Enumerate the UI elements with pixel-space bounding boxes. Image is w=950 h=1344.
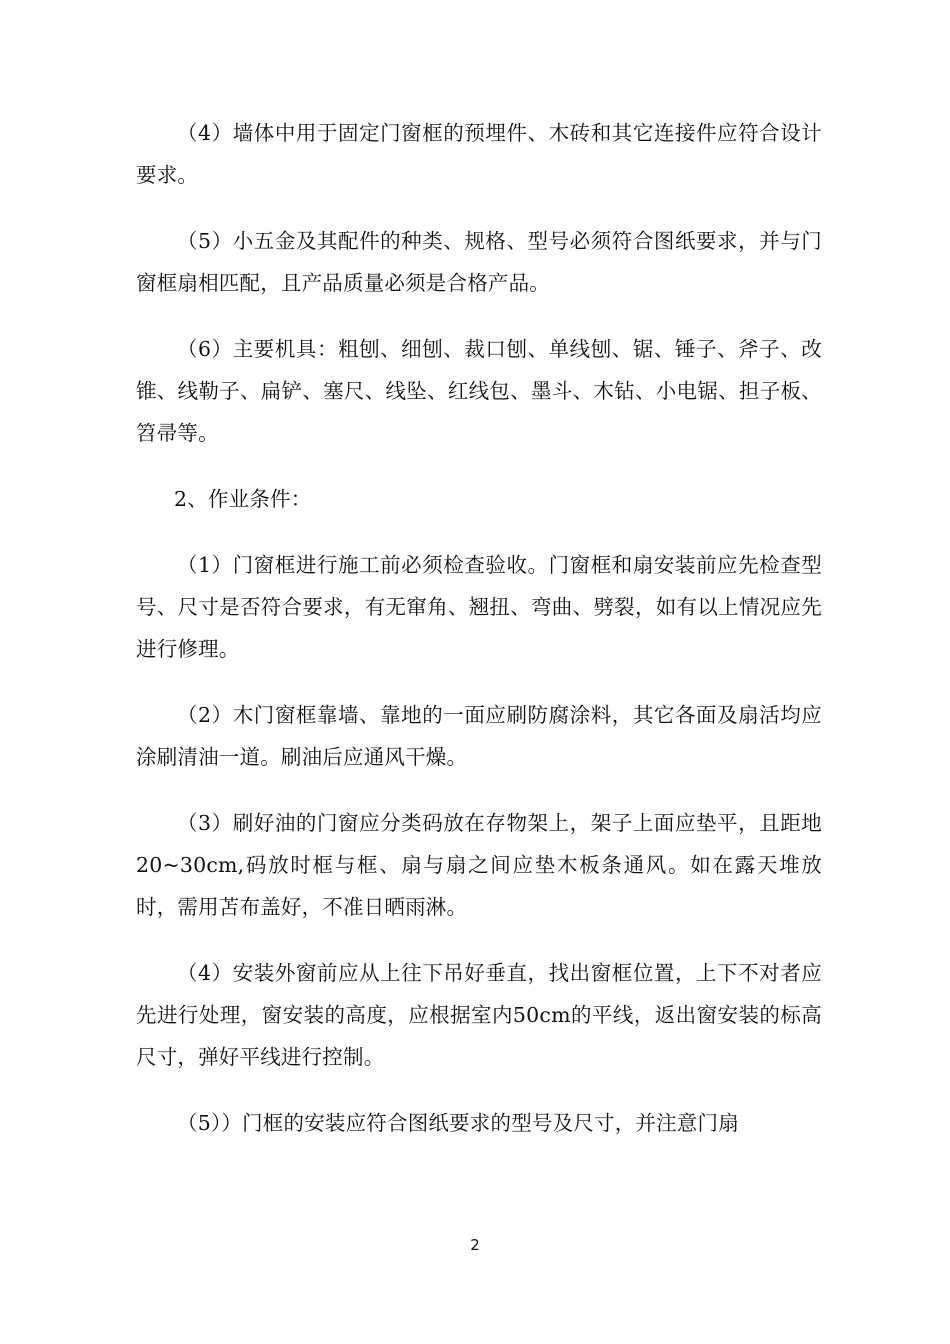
paragraph-inspection: （1）门窗框进行施工前必须检查验收。门窗框和扇安装前应先检查型号、尺寸是否符合要求，有无窜角、翘扭、弯曲、劈裂，如有以上情况应先进行修理。 — [136, 553, 822, 661]
paragraph-window-installation: （4）安装外窗前应从上往下吊好垂直，找出窗框位置，上下不对者应先进行处理，窗安装的高度，应根据室内50cm的平线，返出窗安装的标高尺寸，弹好平线进行控制。 — [136, 961, 822, 1069]
section-heading-work-conditions: 2、作业条件： — [174, 487, 312, 511]
page-number: 2 — [470, 1236, 480, 1254]
paragraph-anticorrosion: （2）木门窗框靠墙、靠地的一面应刷防腐涂料，其它各面及扇活均应涂刷清油一道。刷油后应通风干燥。 — [136, 703, 822, 769]
paragraph-storage: （3）刷好油的门窗应分类码放在存物架上，架子上面应垫平，且距地20~30cm,码放时框与框、扇与扇之间应垫木板条通风。如在露天堆放时，需用苫布盖好，不准日晒雨淋。 — [136, 811, 822, 919]
paragraph-tools: （6）主要机具：粗刨、细刨、裁口刨、单线刨、锯、锤子、斧子、改锥、线勒子、扁铲、塞尺、线坠、红线包、墨斗、木钻、小电锯、担子板、笤帚等。 — [136, 337, 822, 445]
paragraph-hardware: （5）小五金及其配件的种类、规格、型号必须符合图纸要求，并与门窗框扇相匹配，且产品质量必须是合格产品。 — [136, 229, 822, 295]
paragraph-door-frame: （5））门框的安装应符合图纸要求的型号及尺寸，并注意门扇 — [177, 1111, 739, 1135]
paragraph-embedded-parts: （4）墙体中用于固定门窗框的预埋件、木砖和其它连接件应符合设计要求。 — [136, 121, 822, 187]
document-body — [136, 112, 822, 1168]
